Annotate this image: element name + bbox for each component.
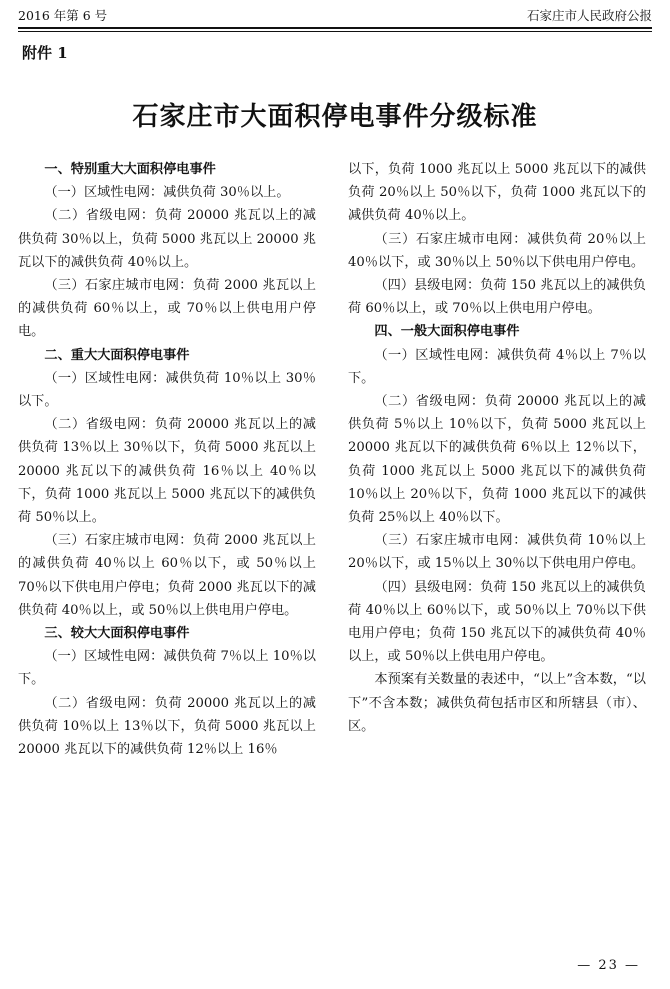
paragraph: （二）省级电网：负荷 20000 兆瓦以上的减供负荷 30％以上，负荷 5000 兆瓦以上 20000 兆瓦以下的减供负荷 40％以上。 xyxy=(18,208,316,270)
publication-name: 石家庄市人民政府公报 xyxy=(526,8,652,23)
section-heading: 三、较大大面积停电事件 xyxy=(44,626,190,642)
page-number: — 23 — xyxy=(577,958,640,973)
left-column xyxy=(18,158,316,761)
paragraph: （一）区域性电网：减供负荷 4％以上 7％以下。 xyxy=(348,347,646,386)
paragraph: （二）省级电网：负荷 20000 兆瓦以上的减供负荷 5％以上 10％以下，负荷 5000 兆瓦以上 20000 兆瓦以下的减供负荷 6％以上 12％以下，负荷 1000 兆瓦以上 5000 兆瓦以下的减供负荷 10％以上 20％以下，负荷 1000 兆瓦以下的减供负荷 25％以上 40％以下。 xyxy=(348,394,646,526)
document-title: 石家庄市大面积停电事件分级标准 xyxy=(132,102,538,132)
paragraph: （三）石家庄城市电网：负荷 2000 兆瓦以上的减供负荷 60％以上，或 70％以上供电用户停电。 xyxy=(18,278,316,340)
header-rule-thick xyxy=(18,27,652,29)
paragraph: （三）石家庄城市电网：减供负荷 10％以上 20％以下，或 15％以上 30％以下供电用户停电。 xyxy=(348,533,646,572)
paragraph: （四）县级电网：负荷 150 兆瓦以上的减供负荷 40％以上 60％以下，或 50％以上 70％以下供电用户停电；负荷 150 兆瓦以下的减供负荷 40％以上，或 50％以上供电用户停电。 xyxy=(348,579,646,665)
note-paragraph: 本预案有关数量的表述中，“以上”含本数，“以下”不含本数；减供负荷包括市区和所辖县（市）、区。 xyxy=(348,672,646,734)
paragraph: （三）石家庄城市电网：减供负荷 20％以上 40％以下，或 30％以上 50％以下供电用户停电。 xyxy=(348,231,646,270)
header-rule-thin xyxy=(18,31,652,32)
section-heading: 二、重大大面积停电事件 xyxy=(44,347,190,363)
paragraph: （四）县级电网：负荷 150 兆瓦以上的减供负荷 60％以上，或 70％以上供电用户停电。 xyxy=(348,278,646,317)
paragraph: （三）石家庄城市电网：负荷 2000 兆瓦以上的减供负荷 40％以上 60％以下，或 50％以上 70％以下供电用户停电；负荷 2000 兆瓦以下的减供负荷 40％以上，或 50％以上供电用户停电。 xyxy=(18,533,316,618)
right-column xyxy=(348,158,646,738)
issue-label: 2016 年第 6 号 xyxy=(18,8,108,23)
section-heading: 一、特别重大大面积停电事件 xyxy=(44,162,216,177)
attachment-label: 附件 1 xyxy=(22,44,68,62)
running-header xyxy=(18,4,652,26)
paragraph-continued: 以下，负荷 1000 兆瓦以上 5000 兆瓦以下的减供负荷 20％以上 50％以下，负荷 1000 兆瓦以下的减供负荷 40％以上。 xyxy=(348,162,646,224)
paragraph: （一）区域性电网：减供负荷 30％以上。 xyxy=(44,185,290,201)
section-heading: 四、一般大面积停电事件 xyxy=(374,324,520,340)
paragraph: （一）区域性电网：减供负荷 7％以上 10％以下。 xyxy=(18,649,316,688)
paragraph: （二）省级电网：负荷 20000 兆瓦以上的减供负荷 10％以上 13％以下，负荷 5000 兆瓦以上 20000 兆瓦以下的减供负荷 12％以上 16％ xyxy=(18,695,316,758)
paragraph: （一）区域性电网：减供负荷 10％以上 30％以下。 xyxy=(18,370,316,410)
paragraph: （二）省级电网：负荷 20000 兆瓦以上的减供负荷 13％以上 30％以下，负荷 5000 兆瓦以上 20000 兆瓦以下的减供负荷 16％以上 40％以下，负荷 1000 兆瓦以上 5000 兆瓦以下的减供负荷 50％以上。 xyxy=(18,417,316,526)
